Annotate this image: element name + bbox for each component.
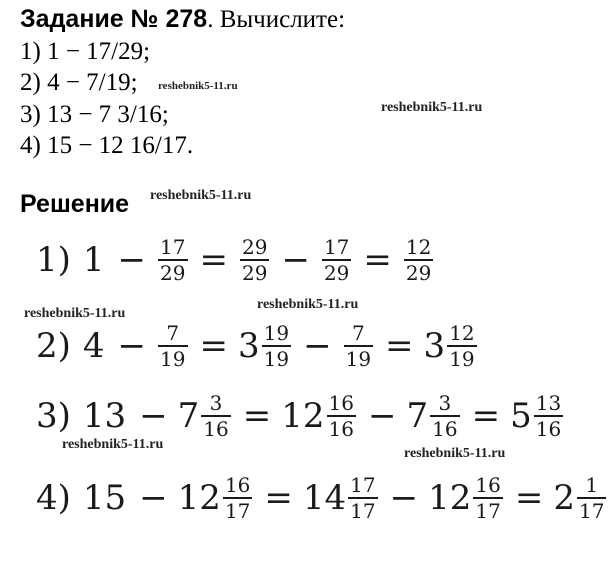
- term: 13: [82, 396, 127, 436]
- term: 15: [82, 478, 127, 518]
- denominator: 16: [432, 417, 458, 441]
- fraction: [158, 322, 187, 370]
- denominator: 19: [160, 347, 186, 371]
- denominator: 16: [535, 417, 562, 441]
- minus-sign: −: [303, 326, 332, 366]
- denominator: 29: [405, 261, 432, 285]
- numerator: 19: [263, 321, 290, 345]
- solution-label: 3): [36, 396, 71, 436]
- task-item-1: 1) 1 − 17/29;: [20, 37, 151, 65]
- task-prompt: . Вычислите:: [207, 6, 346, 33]
- denominator: 17: [224, 499, 251, 523]
- minus-sign: −: [139, 478, 168, 518]
- task-title-line: [20, 4, 345, 36]
- denominator: 19: [449, 347, 475, 371]
- watermark: reshebnik5-11.ru: [381, 100, 483, 115]
- fraction: [534, 392, 563, 440]
- numerator: 17: [160, 235, 186, 259]
- numerator: 16: [475, 473, 501, 497]
- fraction: [447, 322, 476, 370]
- fraction: [201, 392, 230, 440]
- numerator: 16: [328, 391, 354, 415]
- watermark: reshebnik5-11.ru: [257, 297, 359, 312]
- minus-sign: −: [367, 396, 397, 436]
- numerator: 7: [166, 321, 180, 345]
- minus-sign: −: [389, 478, 419, 518]
- denominator: 19: [345, 347, 372, 371]
- denominator: 17: [350, 499, 376, 523]
- whole-part: 3: [423, 326, 446, 366]
- equals-sign: =: [514, 478, 544, 518]
- watermark: reshebnik5-11.ru: [24, 306, 126, 321]
- solution-line-2: [36, 322, 479, 370]
- whole-part: 14: [302, 478, 347, 518]
- equals-sign: =: [199, 326, 228, 366]
- numerator: 3: [209, 391, 223, 415]
- fraction: [240, 236, 269, 284]
- solution-label: 2): [36, 326, 71, 366]
- numerator: 12: [405, 235, 432, 259]
- equals-sign: =: [471, 396, 501, 436]
- watermark: reshebnik5-11.ru: [404, 446, 506, 461]
- numerator: 12: [449, 321, 475, 345]
- numerator: 16: [224, 473, 251, 497]
- numerator: 1: [585, 473, 599, 497]
- solution-label: 4): [36, 478, 71, 518]
- fraction: [262, 322, 291, 370]
- minus-sign: −: [117, 240, 147, 280]
- whole-part: 2: [553, 478, 575, 518]
- whole-part: 7: [177, 396, 200, 436]
- fraction: [404, 236, 433, 284]
- equals-sign: =: [199, 240, 228, 280]
- whole-part: 3: [238, 326, 260, 366]
- fraction: [344, 322, 373, 370]
- numerator: 7: [351, 321, 365, 345]
- solution-line-1: [36, 236, 435, 284]
- fraction: [348, 474, 377, 522]
- term: 1: [82, 240, 105, 280]
- fraction: [322, 236, 351, 284]
- solution-label: 1): [36, 240, 71, 280]
- watermark: reshebnik5-11.ru: [158, 80, 238, 92]
- task-item-2: 2) 4 − 7/19;: [20, 69, 138, 96]
- numerator: 3: [438, 391, 452, 415]
- term: 4: [82, 326, 105, 366]
- fraction: [327, 392, 356, 440]
- denominator: 29: [160, 261, 186, 285]
- denominator: 19: [263, 347, 290, 371]
- task-item-3: 3) 13 − 7 3/16;: [20, 100, 169, 128]
- task-item-4: 4) 15 − 12 16/17.: [20, 132, 194, 159]
- fraction: [577, 474, 606, 522]
- fraction: [430, 392, 459, 440]
- numerator: 17: [323, 235, 350, 259]
- solution-line-3: [36, 392, 565, 440]
- equals-sign: =: [363, 240, 392, 280]
- watermark: reshebnik5-11.ru: [150, 188, 252, 203]
- fraction: [473, 474, 502, 522]
- whole-part: 12: [428, 478, 472, 518]
- denominator: 17: [475, 499, 501, 523]
- denominator: 29: [242, 261, 268, 285]
- whole-part: 12: [281, 396, 325, 436]
- equals-sign: =: [385, 326, 414, 366]
- fraction: [158, 236, 187, 284]
- denominator: 29: [323, 261, 350, 285]
- task-number: Задание № 278: [20, 5, 208, 33]
- solution-heading: Решение: [20, 190, 130, 218]
- whole-part: 12: [177, 478, 221, 518]
- numerator: 17: [350, 473, 376, 497]
- watermark: reshebnik5-11.ru: [62, 437, 164, 452]
- numerator: 13: [535, 391, 562, 415]
- denominator: 16: [203, 417, 229, 441]
- solution-line-4: [36, 474, 608, 522]
- minus-sign: −: [117, 326, 147, 366]
- denominator: 16: [328, 417, 354, 441]
- numerator: 29: [242, 235, 268, 259]
- fraction: [223, 474, 252, 522]
- denominator: 17: [578, 499, 605, 523]
- whole-part: 5: [510, 396, 532, 436]
- minus-sign: −: [281, 240, 310, 280]
- equals-sign: =: [264, 478, 293, 518]
- whole-part: 7: [406, 396, 429, 436]
- minus-sign: −: [139, 396, 168, 436]
- equals-sign: =: [242, 396, 272, 436]
